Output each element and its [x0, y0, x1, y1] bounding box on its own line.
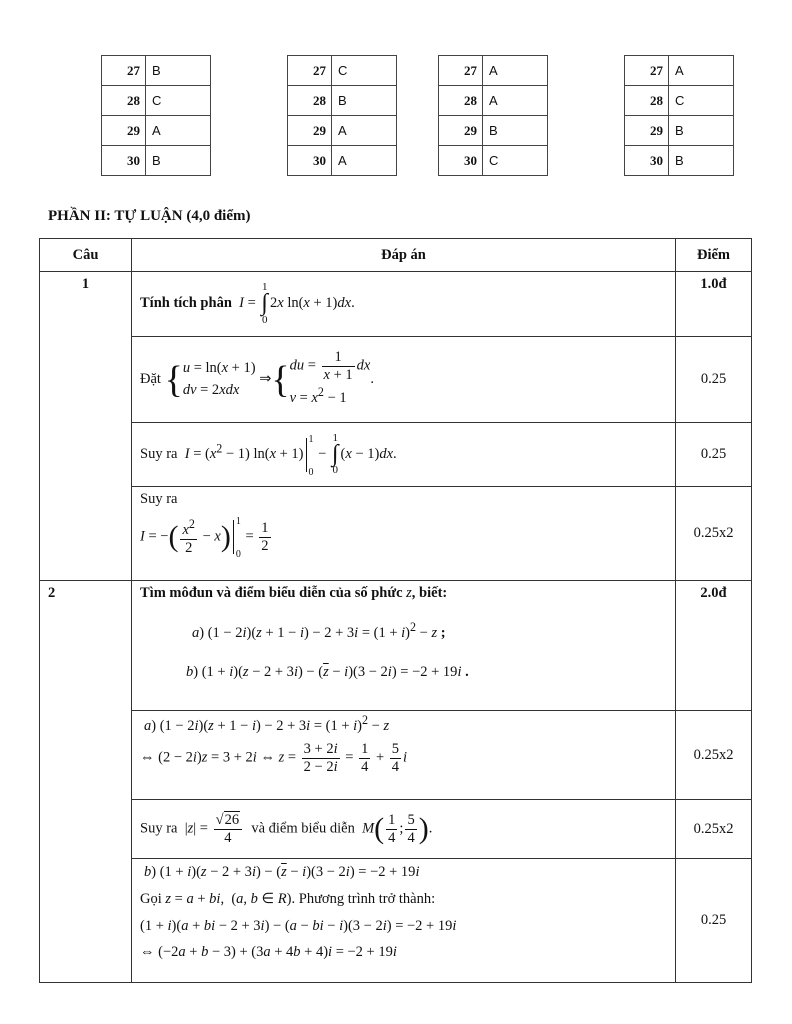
q1-total-points: 1.0đ: [676, 272, 752, 337]
q2-step1-row: [40, 711, 752, 800]
question-number: 27: [102, 56, 146, 86]
answer-letter: B: [146, 146, 211, 176]
question-number: 29: [102, 116, 146, 146]
q1-substitution: Đặt { u = ln(x + 1) dv = 2xdx ⇒{ du = $\frac{1}{x + 1}$ dx $v = x^2 - 1$ .: [132, 337, 676, 423]
answer-key-row: [102, 116, 734, 146]
column-gap: [211, 146, 288, 176]
question-number: 29: [288, 116, 332, 146]
q2-step3-row: [40, 859, 752, 983]
column-gap: [397, 146, 439, 176]
answer-letter: C: [332, 56, 397, 86]
answer-letter: A: [669, 56, 734, 86]
header-row: [40, 239, 752, 272]
answer-letter: B: [483, 116, 548, 146]
question-number: 28: [288, 86, 332, 116]
essay-answer-table: [39, 238, 752, 983]
column-gap: [397, 86, 439, 116]
q1-step1-row: [40, 337, 752, 423]
answer-letter: C: [669, 86, 734, 116]
q2-total-points: 2.0đ: [676, 581, 752, 711]
question-number: 29: [625, 116, 669, 146]
q1-step2-row: [40, 423, 752, 487]
question-number: 30: [625, 146, 669, 176]
q2-number: 2: [40, 581, 132, 983]
q1-step2-points: 0.25: [676, 423, 752, 487]
q1-title-row: [40, 272, 752, 337]
answer-letter: A: [483, 56, 548, 86]
question-number: 30: [288, 146, 332, 176]
q2-part-a-solution: a) $(1 - 2i)(z + 1 - i) - 2 + 3i = (1 + i)^2 - z$ ⇔ (2 − 2i)z = 3 + 2i ⇔ z = $\frac{3 + 2i}{2 - 2i}$ = $\frac{1}{4}$ + $\frac{5}{4}$ i: [132, 711, 676, 800]
answer-letter: C: [483, 146, 548, 176]
section-title: PHẦN II: TỰ LUẬN (4,0 điểm): [48, 208, 251, 224]
column-gap: [397, 56, 439, 86]
column-gap: [548, 56, 625, 86]
answer-letter: A: [332, 116, 397, 146]
q2-step1-points: 0.25x2: [676, 711, 752, 800]
column-gap: [548, 86, 625, 116]
q2-step2-points: 0.25x2: [676, 800, 752, 859]
question-number: 29: [439, 116, 483, 146]
answer-key-table: [101, 55, 734, 176]
q2-statement: Tìm môđun và điểm biểu diễn của số phức z, biết: a) $(1 - 2i)(z + 1 - i) - 2 + 3i = (1 + i)^2 - z$ ; b) $(1 + i)(z - 2 + 3i) - (\overline{z} - i)(3 - 2i) = -2 + 19i$ .: [132, 581, 676, 711]
column-gap: [211, 116, 288, 146]
answer-letter: A: [332, 146, 397, 176]
answer-key-row: [102, 86, 734, 116]
question-number: 27: [625, 56, 669, 86]
q1-number: 1: [40, 272, 132, 581]
question-number: 28: [439, 86, 483, 116]
column-gap: [548, 146, 625, 176]
question-number: 27: [439, 56, 483, 86]
q2-step2-row: [40, 800, 752, 859]
question-number: 30: [439, 146, 483, 176]
question-number: 28: [625, 86, 669, 116]
header-cau: Câu: [40, 239, 132, 272]
q1-statement: Tính tích phân I = 1 ∫ 02x ln(x + 1)dx.: [132, 272, 676, 337]
answer-letter: B: [146, 56, 211, 86]
answer-letter: A: [146, 116, 211, 146]
question-number: 30: [102, 146, 146, 176]
column-gap: [211, 56, 288, 86]
question-number: 27: [288, 56, 332, 86]
question-number: 28: [102, 86, 146, 116]
q2-title-row: [40, 581, 752, 711]
q2-modulus-point: Suy ra |z| = $\frac{√26}{4}$ và điểm biểu diễn M( $\frac{1}{4}$ ; $\frac{5}{4}$ ).: [132, 800, 676, 859]
answer-letter: A: [483, 86, 548, 116]
answer-letter: B: [669, 146, 734, 176]
q1-step3-points: 0.25x2: [676, 487, 752, 581]
q2-part-b-solution: b) $(1 + i)(z - 2 + 3i) - (\overline{z} - i)(3 - 2i) = -2 + 19i$ Gọi z = a + bi, (a, b ∈ R). Phương trình trở thành: (1 + i)(a + bi − 2 + 3i) − (a − bi − i)(3 − 2i) = −2 + 19i ⇔ (−2a + b − 3) + (3a + 4b + 4)i = −2 + 19i: [132, 859, 676, 983]
q1-integration-by-parts: Suy ra $I = (x^2 - 1) \ln(x + 1)$ 1 0 − 1 ∫ 0(x − 1)dx.: [132, 423, 676, 487]
q2-step3-points: 0.25: [676, 859, 752, 983]
q1-result: Suy ra I = −( $\frac{x^2}{2}$ − x) 1 0 = $\frac{1}{2}$: [132, 487, 676, 581]
column-gap: [548, 116, 625, 146]
q1-step1-points: 0.25: [676, 337, 752, 423]
answer-key-row: [102, 146, 734, 176]
column-gap: [397, 116, 439, 146]
answer-letter: B: [669, 116, 734, 146]
answer-key-row: [102, 56, 734, 86]
header-diem: Điểm: [676, 239, 752, 272]
header-dap-an: Đáp án: [132, 239, 676, 272]
answer-letter: C: [146, 86, 211, 116]
answer-letter: B: [332, 86, 397, 116]
column-gap: [211, 86, 288, 116]
q1-step3-row: [40, 487, 752, 581]
